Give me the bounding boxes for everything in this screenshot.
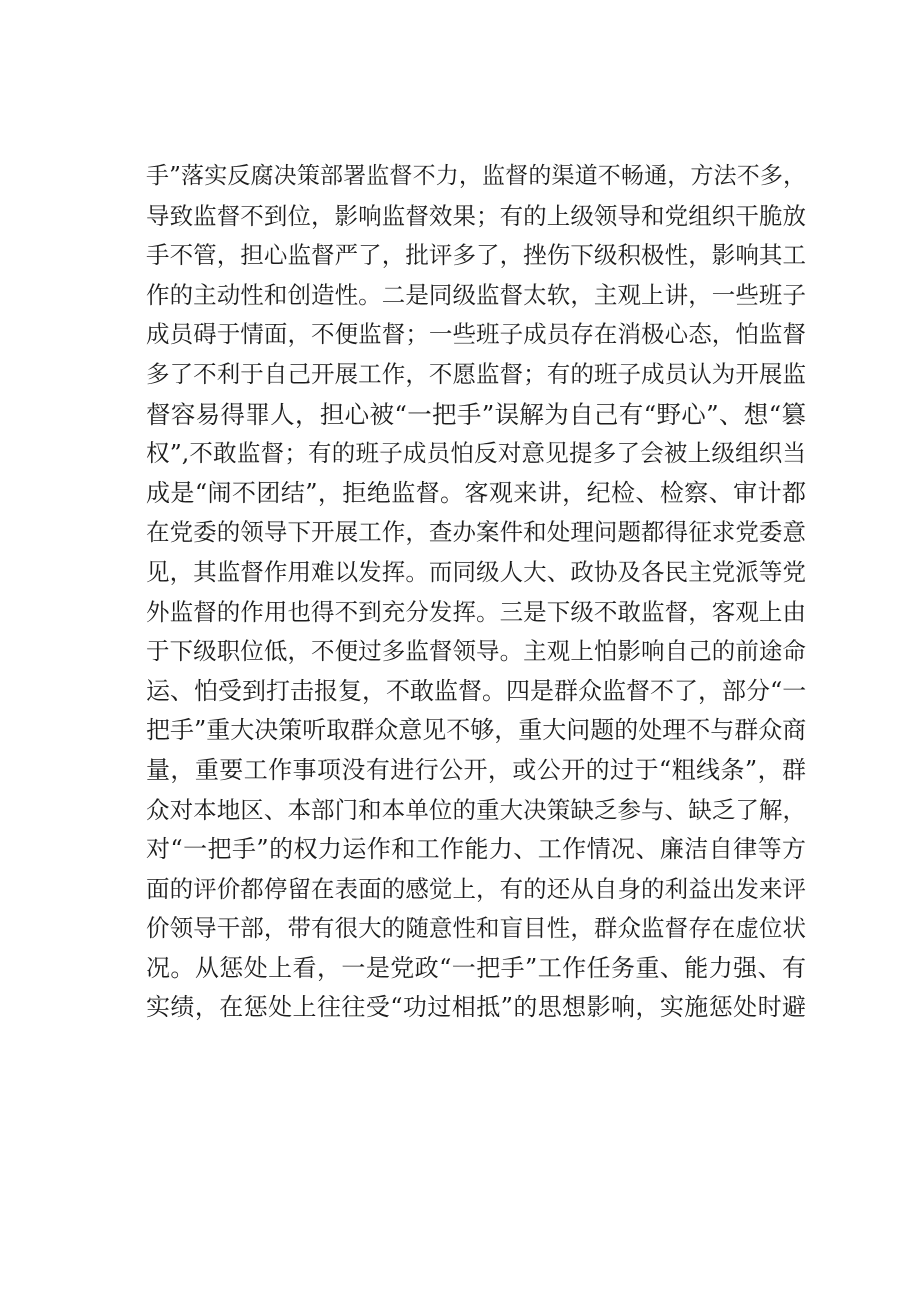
text-line-9: 成是“闹不团结”，拒绝监督。客观来讲，纪检、检察、审计都 [146,478,806,507]
text-line-11: 见，其监督作用难以发挥。而同级人大、政协及各民主党派等党 [146,557,806,586]
text-line-17: 众对本地区、本部门和本单位的重大决策缺乏参与、缺乏了解， [146,795,806,824]
text-line-8: 权”,不敢监督；有的班子成员怕反对意见提多了会被上级组织当 [146,439,806,468]
text-line-22: 实绩，在惩处上往往受“功过相抵”的思想影响，实施惩处时避 [146,993,806,1022]
text-line-20: 价领导干部，带有很大的随意性和盲目性，群众监督存在虚位状 [146,914,806,943]
text-line-16: 量，重要工作事项没有进行公开，或公开的过于“粗线条”，群 [146,755,806,784]
text-line-10: 在党委的领导下开展工作，查办案件和处理问题都得征求党委意 [146,518,806,547]
text-line-14: 运、怕受到打击报复，不敢监督。四是群众监督不了，部分“一 [146,676,806,705]
text-line-1: 手”落实反腐决策部署监督不力，监督的渠道不畅通，方法不多， [146,163,806,189]
text-line-5: 成员碍于情面，不便监督；一些班子成员存在消极心态，怕监督 [146,320,806,349]
text-line-15: 把手”重大决策听取群众意见不够，重大问题的处理不与群众商 [146,716,806,745]
text-line-7: 督容易得罪人，担心被“一把手”误解为自己有“野心”、想“篡 [146,399,806,429]
text-line-18: 对“一把手”的权力运作和工作能力、工作情况、廉洁自律等方 [146,835,806,864]
text-line-2: 导致监督不到位，影响监督效果；有的上级领导和党组织干脆放 [146,201,806,230]
text-line-19: 面的评价都停留在表面的感觉上，有的还从自身的利益出发来评 [146,874,806,903]
text-line-6: 多了不利于自己开展工作，不愿监督；有的班子成员认为开展监 [146,359,806,388]
text-line-4: 作的主动性和创造性。二是同级监督太软，主观上讲，一些班子 [146,280,806,309]
text-line-21: 况。从惩处上看，一是党政“一把手”工作任务重、能力强、有 [146,953,806,982]
text-line-13: 于下级职位低，不便过多监督领导。主观上怕影响自己的前途命 [146,637,806,666]
text-line-12: 外监督的作用也得不到充分发挥。三是下级不敢监督，客观上由 [146,597,806,626]
body-paragraph [146,157,806,1028]
text-line-3: 手不管，担心监督严了，批评多了，挫伤下级积极性，影响其工 [146,241,806,270]
